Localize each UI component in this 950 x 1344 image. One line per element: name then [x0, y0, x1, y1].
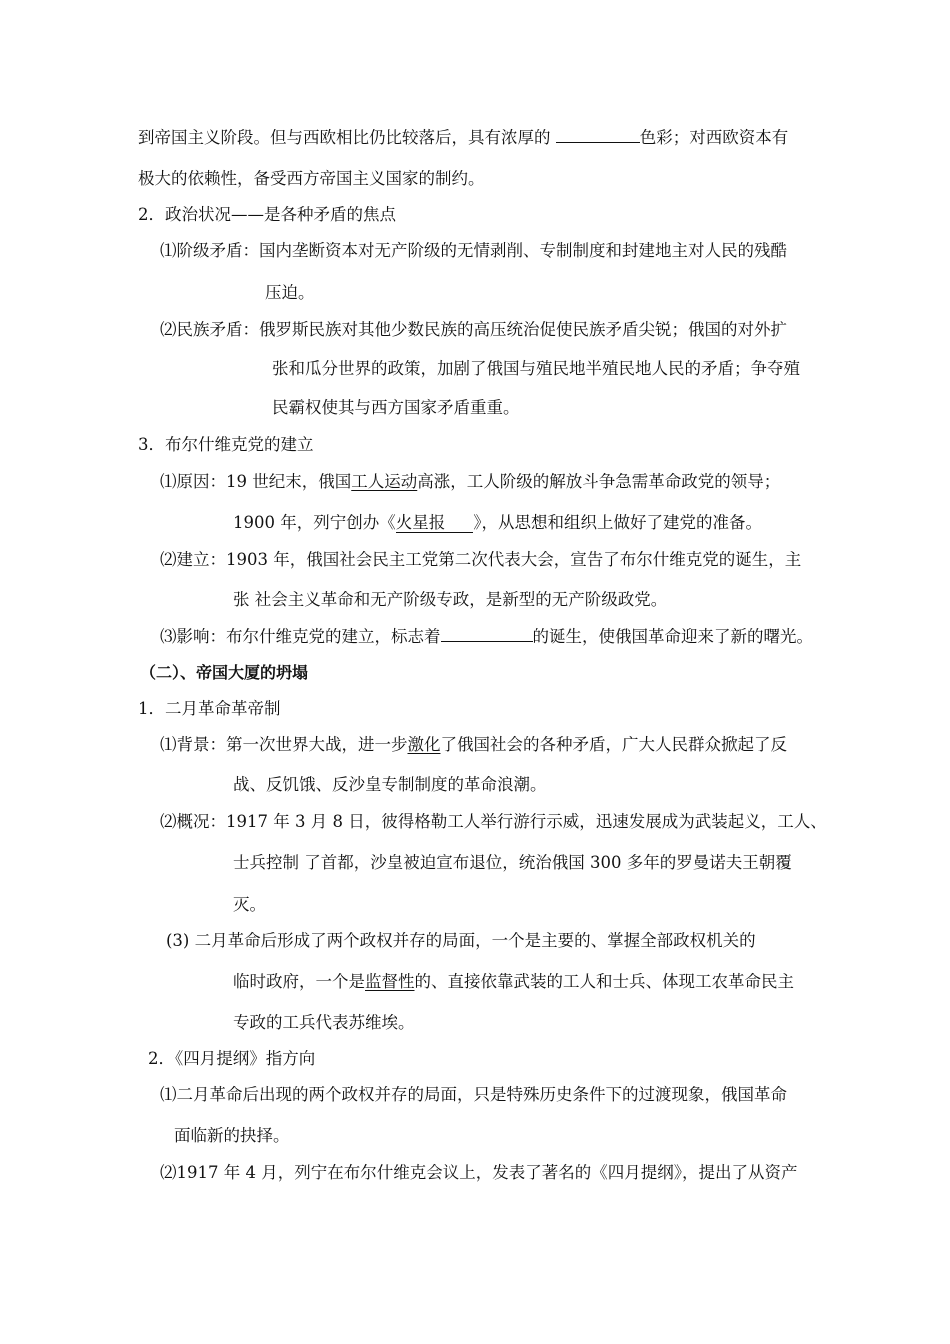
text-line: [138, 128, 788, 148]
section-heading: 3．布尔什维克党的建立: [138, 435, 314, 454]
text-span: ⑴背景：第一次世界大战，进一步: [160, 735, 408, 754]
section-heading: 2．政治状况——是各种矛盾的焦点: [138, 205, 396, 224]
section-heading: 2．《四月提纲》指方向: [148, 1049, 316, 1068]
section-heading: 1．二月革命革帝制: [138, 699, 281, 718]
part-heading: （二）、帝国大厦的坍塌: [140, 663, 309, 682]
underlined-term: 监督性: [365, 972, 415, 991]
text-span: 》，从思想和组织上做好了建党的准备。: [473, 513, 762, 532]
text-span: 的诞生，使俄国革命迎来了新的曙光。: [532, 627, 813, 646]
text-line: 压迫。: [265, 283, 315, 302]
text-line: [233, 513, 762, 533]
fill-blank: [556, 128, 640, 143]
text-span: 了俄国社会的各种矛盾，广大人民群众掀起了反: [440, 735, 787, 754]
text-span: 到帝国主义阶段。但与西欧相比仍比较落后，具有浓厚的: [138, 128, 556, 147]
text-line: 极大的依赖性，备受西方帝国主义国家的制约。: [138, 169, 485, 188]
text-span: 临时政府，一个是: [233, 972, 365, 991]
text-line: 士兵控制 了首都，沙皇被迫宣布退位，统治俄国 300 多年的罗曼诺夫王朝覆: [233, 853, 792, 872]
text-line: 专政的工兵代表苏维埃。: [233, 1013, 415, 1032]
text-span: ⑶影响：布尔什维克党的建立，标志着: [160, 627, 441, 646]
underlined-term: 工人运动: [351, 472, 418, 491]
text-line: ⑵建立：1903 年，俄国社会民主工党第二次代表大会，宣告了布尔什维克党的诞生，主: [160, 550, 802, 569]
text-line: ⑵民族矛盾：俄罗斯民族对其他少数民族的高压统治促使民族矛盾尖锐；俄国的对外扩: [160, 320, 787, 339]
text-line: [233, 972, 794, 992]
text-line: (3) 二月革命后形成了两个政权并存的局面，一个是主要的、掌握全部政权机关的: [166, 931, 756, 950]
text-span: 色彩；对西欧资本有: [639, 128, 789, 147]
text-line: 面临新的抉择。: [174, 1126, 290, 1145]
text-line: [160, 735, 787, 755]
text-line: ⑵概况：1917 年 3 月 8 日，彼得格勒工人举行游行示威，迅速发展成为武装起义，工人、: [160, 812, 827, 831]
text-span: 1900 年，列宁创办《: [233, 513, 396, 532]
text-line: [160, 627, 813, 647]
text-line: 张和瓜分世界的政策，加剧了俄国与殖民地半殖民地人民的矛盾；争夺殖: [272, 359, 800, 378]
text-line: [160, 472, 780, 492]
underlined-term: 火星报: [396, 514, 474, 533]
text-span: 高涨，工人阶级的解放斗争急需革命政党的领导；: [417, 472, 781, 491]
fill-blank: [441, 627, 533, 642]
text-line: 战、反饥饿、反沙皇专制制度的革命浪潮。: [233, 775, 547, 794]
underlined-term: 激化: [407, 735, 441, 754]
text-span: 的、直接依靠武装的工人和士兵、体现工农革命民主: [414, 972, 794, 991]
text-line: ⑴二月革命后出现的两个政权并存的局面，只是特殊历史条件下的过渡现象，俄国革命: [160, 1085, 787, 1104]
text-line: 张 社会主义革命和无产阶级专政，是新型的无产阶级政党。: [233, 590, 668, 609]
text-line: ⑵1917 年 4 月，列宁在布尔什维克会议上，发表了著名的《四月提纲》，提出了从资产: [160, 1163, 798, 1182]
text-span: ⑴原因：19 世纪末，俄国: [160, 472, 352, 491]
text-line: ⑴阶级矛盾：国内垄断资本对无产阶级的无情剥削、专制制度和封建地主对人民的残酷: [160, 241, 787, 260]
text-line: 民霸权使其与西方国家矛盾重重。: [272, 398, 520, 417]
text-line: 灭。: [233, 895, 266, 914]
